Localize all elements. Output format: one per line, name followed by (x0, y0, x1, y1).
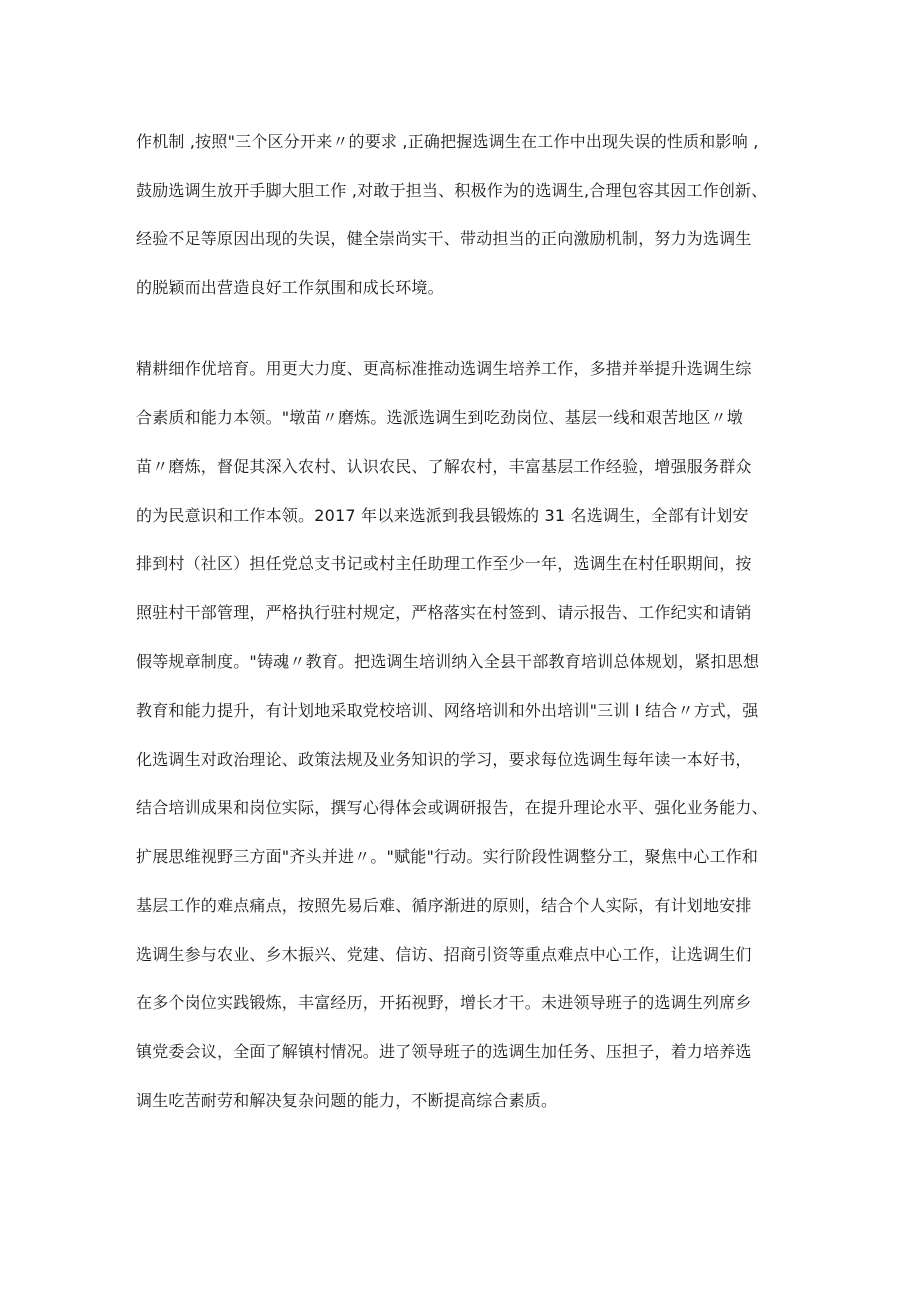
paragraph-2-line-2: 合素质和能力本领。"墩苗〃磨炼。选派选调生到吃劲岗位、基层一线和艰苦地区〃墩 (136, 408, 743, 427)
paragraph-2-line-13: 选调生参与农业、乡木振兴、党建、信访、招商引资等重点难点中心工作，让选调生们 (136, 945, 752, 964)
paragraph-2-line-11: 扩展思维视野三方面"齐头并进〃。"赋能"行动。实行阶段性调整分工，聚焦中心工作和 (136, 847, 759, 866)
paragraph-2-line-5: 排到村（社区）担任党总支书记或村主任助理工作至少一年，选调生在村任职期间，按 (136, 554, 752, 573)
paragraph-2-line-1: 精耕细作优培育。用更大力度、更高标准推动选调生培养工作，多措并举提升选调生综 (136, 359, 752, 378)
paragraph-1-line-3: 经验不足等原因出现的失误，健全崇尚实干、带动担当的正向激励机制，努力为选调生 (136, 229, 752, 248)
paragraph-1-line-1: 作机制 ,按照"三个区分开来〃的要求 ,正确把握选调生在工作中出现失误的性质和影响 , (136, 132, 759, 151)
paragraph-2-line-4: 的为民意识和工作本领。2017 年以来选派到我县锻炼的 31 名选调生，全部有计划安 (136, 506, 749, 525)
paragraph-2-line-6: 照驻村干部管理，严格执行驻村规定，严格落实在村签到、请示报告、工作纪实和请销 (136, 603, 752, 622)
paragraph-2-line-7: 假等规章制度。"铸魂〃教育。把选调生培训纳入全县干部教育培训总体规划，紧扣思想 (136, 652, 760, 671)
paragraph-2-line-10: 结合培训成果和岗位实际，撰写心得体会或调研报告，在提升理论水平、强化业务能力、 (136, 798, 768, 817)
paragraph-2-line-16: 调生吃苦耐劳和解决复杂问题的能力，不断提高综合素质。 (136, 1091, 558, 1110)
paragraph-2-line-8: 教育和能力提升，有计划地采取党校培训、网络培训和外出培训"三训 I 结合〃方式，强 (136, 701, 759, 720)
paragraph-1-line-2: 鼓励选调生放开手脚大胆工作 ,对敢于担当、积极作为的选调生,合理包容其因工作创新、 (136, 181, 768, 200)
paragraph-2-line-3: 苗〃磨炼，督促其深入农村、认识农民、了解农村，丰富基层工作经验，增强服务群众 (136, 457, 752, 476)
paragraph-2-line-12: 基层工作的难点痛点，按照先易后难、循序渐进的原则，结合个人实际，有计划地安排 (136, 896, 752, 915)
paragraph-2-line-9: 化选调生对政治理论、政策法规及业务知识的学习，要求每位选调生每年读一本好书， (136, 750, 752, 769)
paragraph-1-line-4: 的脱颖而出营造良好工作氛围和成长环境。 (136, 278, 444, 297)
paragraph-2-line-15: 镇党委会议，全面了解镇村情况。进了领导班子的选调生加任务、压担子，着力培养选 (136, 1042, 752, 1061)
paragraph-2-line-14: 在多个岗位实践锻炼，丰富经历，开拓视野，增长才干。未进领导班子的选调生列席乡 (136, 993, 752, 1012)
